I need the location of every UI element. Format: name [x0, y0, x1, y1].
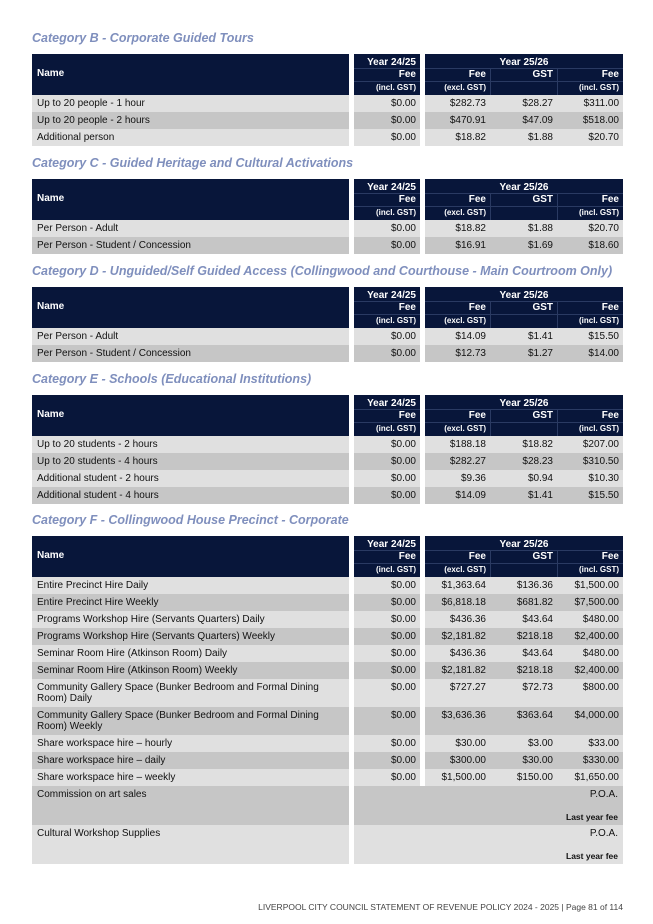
row-curr-fee-cell	[425, 112, 623, 129]
table-row	[32, 453, 623, 470]
fee-excl-gst: $9.36	[460, 473, 486, 484]
prev-fee-incl-gst: $0.00	[390, 240, 416, 251]
header-year-prev	[354, 536, 420, 577]
row-name-cell	[32, 328, 349, 345]
header-year-curr	[425, 54, 623, 95]
row-curr-fee-cell	[425, 436, 623, 453]
header-fee-incl: Fee	[601, 194, 619, 205]
table-row	[32, 628, 623, 645]
header-year-curr-label: Year 25/26	[499, 182, 549, 193]
fee-incl-gst: $4,000.00	[574, 710, 619, 721]
fee-table	[32, 179, 623, 254]
header-name: Name	[32, 395, 349, 436]
table-header	[32, 54, 623, 95]
row-name: Up to 20 students - 4 hours	[37, 456, 158, 467]
prev-fee-incl-gst: $0.00	[390, 331, 416, 342]
fee-incl-gst: $310.50	[582, 456, 619, 467]
row-curr-fee-cell	[425, 752, 623, 769]
gst-amount: $136.36	[516, 580, 553, 591]
prev-fee-incl-gst: $0.00	[390, 348, 416, 359]
row-prev-fee-cell	[354, 487, 420, 504]
header-name: Name	[32, 287, 349, 328]
header-incl-gst-prev: (incl. GST)	[376, 424, 416, 433]
fee-incl-gst: $2,400.00	[574, 665, 619, 676]
header-excl-gst: (excl. GST)	[444, 316, 486, 325]
header-year-curr	[425, 179, 623, 220]
fee-incl-gst: $800.00	[582, 682, 619, 693]
header-name: Name	[32, 54, 349, 95]
row-prev-fee-cell	[354, 129, 420, 146]
header-fee-prev: Fee	[398, 302, 416, 313]
header-year-curr	[425, 287, 623, 328]
gst-amount: $218.18	[516, 665, 553, 676]
row-name-cell	[32, 786, 349, 825]
table-header	[32, 179, 623, 220]
header-gst: GST	[532, 551, 553, 562]
fee-category-section	[32, 263, 623, 362]
prev-fee-incl-gst: $0.00	[390, 710, 416, 721]
category-title: Category F - Collingwood House Precinct - Corporate	[32, 513, 349, 527]
row-prev-fee-cell	[354, 628, 420, 645]
row-prev-fee-cell	[354, 662, 420, 679]
fee-incl-gst: $1,650.00	[574, 772, 619, 783]
header-incl-gst-curr: (incl. GST)	[579, 83, 619, 92]
category-title: Category C - Guided Heritage and Cultural Activations	[32, 156, 354, 170]
row-prev-fee-cell	[354, 220, 420, 237]
row-curr-fee-cell	[425, 707, 623, 735]
header-year-curr-label: Year 25/26	[499, 290, 549, 301]
row-name: Programs Workshop Hire (Servants Quarters) Weekly	[37, 631, 276, 642]
table-row	[32, 594, 623, 611]
table-row	[32, 328, 623, 345]
fee-table	[32, 536, 623, 864]
row-name: Per Person - Student / Concession	[37, 240, 191, 251]
gst-amount: $681.82	[516, 597, 553, 608]
fee-excl-gst: $2,181.82	[441, 631, 486, 642]
row-curr-fee-cell	[425, 679, 623, 707]
poa-value: P.O.A.	[589, 828, 618, 839]
table-row	[32, 237, 623, 254]
row-name-cell	[32, 707, 349, 735]
row-curr-fee-cell	[425, 662, 623, 679]
row-poa-cell	[425, 786, 623, 825]
row-name: Entire Precinct Hire Daily	[37, 580, 149, 591]
header-year-prev-label: Year 24/25	[367, 182, 416, 193]
table-row	[32, 769, 623, 786]
fee-incl-gst: $20.70	[588, 223, 619, 234]
row-name: Seminar Room Hire (Atkinson Room) Weekly	[37, 665, 238, 676]
row-prev-fee-cell	[354, 707, 420, 735]
table-row	[32, 679, 623, 707]
row-curr-fee-cell	[425, 237, 623, 254]
table-row	[32, 220, 623, 237]
fee-excl-gst: $282.73	[449, 98, 486, 109]
page-footer: LIVERPOOL CITY COUNCIL STATEMENT OF REVENUE POLICY 2024 - 2025 | Page 81 of 114	[258, 902, 623, 912]
fee-incl-gst: $7,500.00	[574, 597, 619, 608]
row-name: Community Gallery Space (Bunker Bedroom and Formal Dining Room) Weekly	[37, 710, 319, 732]
header-incl-gst-prev: (incl. GST)	[376, 83, 416, 92]
poa-value: P.O.A.	[589, 789, 618, 800]
row-prev-fee-cell	[354, 95, 420, 112]
row-name: Additional student - 4 hours	[37, 490, 159, 501]
header-incl-gst-prev: (incl. GST)	[376, 565, 416, 574]
row-prev-fee-cell	[354, 752, 420, 769]
fee-excl-gst: $300.00	[449, 755, 486, 766]
row-poa-cell	[425, 825, 623, 864]
fee-excl-gst: $470.91	[449, 115, 486, 126]
row-prev-fee-cell	[354, 453, 420, 470]
prev-fee-incl-gst: $0.00	[390, 597, 416, 608]
header-year-curr-label: Year 25/26	[499, 57, 549, 68]
gst-amount: $28.27	[522, 98, 553, 109]
row-name: Entire Precinct Hire Weekly	[37, 597, 159, 608]
row-prev-fee-cell	[354, 594, 420, 611]
row-name-cell	[32, 752, 349, 769]
row-prev-fee-cell	[354, 645, 420, 662]
fee-incl-gst: $1,500.00	[574, 580, 619, 591]
fee-category-section	[32, 155, 623, 254]
header-excl-gst: (excl. GST)	[444, 424, 486, 433]
row-prev-fee-cell	[354, 436, 420, 453]
row-name-cell	[32, 129, 349, 146]
gst-amount: $28.23	[522, 456, 553, 467]
row-name: Share workspace hire – weekly	[37, 772, 176, 783]
fee-incl-gst: $15.50	[588, 331, 619, 342]
row-curr-fee-cell	[425, 470, 623, 487]
header-fee-prev: Fee	[398, 410, 416, 421]
prev-fee-incl-gst: $0.00	[390, 648, 416, 659]
table-header	[32, 395, 623, 436]
gst-amount: $150.00	[516, 772, 553, 783]
row-name-cell	[32, 487, 349, 504]
fee-incl-gst: $14.00	[588, 348, 619, 359]
table-row	[32, 707, 623, 735]
table-row	[32, 645, 623, 662]
row-name-cell	[32, 470, 349, 487]
header-excl-gst: (excl. GST)	[444, 208, 486, 217]
row-name-cell	[32, 769, 349, 786]
header-fee-incl: Fee	[601, 69, 619, 80]
header-year-prev-label: Year 24/25	[367, 290, 416, 301]
fee-incl-gst: $10.30	[588, 473, 619, 484]
gst-amount: $363.64	[516, 710, 553, 721]
table-row	[32, 662, 623, 679]
header-year-prev	[354, 287, 420, 328]
fee-excl-gst: $3,636.36	[441, 710, 486, 721]
fee-excl-gst: $18.82	[455, 132, 486, 143]
header-fee-incl: Fee	[601, 551, 619, 562]
header-year-curr	[425, 536, 623, 577]
header-gst: GST	[532, 410, 553, 421]
fee-excl-gst: $30.00	[455, 738, 486, 749]
row-curr-fee-cell	[425, 129, 623, 146]
row-name-cell	[32, 220, 349, 237]
header-gst: GST	[532, 69, 553, 80]
fee-incl-gst: $33.00	[588, 738, 619, 749]
row-curr-fee-cell	[425, 611, 623, 628]
fee-excl-gst: $16.91	[455, 240, 486, 251]
header-fee-excl: Fee	[468, 410, 486, 421]
table-header	[32, 287, 623, 328]
header-fee-incl: Fee	[601, 410, 619, 421]
gst-amount: $3.00	[527, 738, 553, 749]
header-year-prev	[354, 179, 420, 220]
fee-incl-gst: $330.00	[582, 755, 619, 766]
row-name: Cultural Workshop Supplies	[37, 828, 161, 839]
table-row	[32, 825, 623, 864]
header-fee-excl: Fee	[468, 194, 486, 205]
header-fee-prev: Fee	[398, 551, 416, 562]
header-excl-gst: (excl. GST)	[444, 565, 486, 574]
fee-excl-gst: $14.09	[455, 490, 486, 501]
table-row	[32, 611, 623, 628]
row-name-cell	[32, 628, 349, 645]
prev-fee-incl-gst: $0.00	[390, 580, 416, 591]
gst-amount: $47.09	[522, 115, 553, 126]
gst-amount: $72.73	[522, 682, 553, 693]
fee-incl-gst: $518.00	[582, 115, 619, 126]
row-name: Programs Workshop Hire (Servants Quarters) Daily	[37, 614, 265, 625]
row-name-cell	[32, 679, 349, 707]
fee-excl-gst: $727.27	[449, 682, 486, 693]
fee-excl-gst: $1,363.64	[441, 580, 486, 591]
gst-amount: $1.88	[527, 132, 553, 143]
row-name-cell	[32, 237, 349, 254]
prev-fee-incl-gst: $0.00	[390, 755, 416, 766]
prev-fee-incl-gst: $0.00	[390, 132, 416, 143]
row-prev-fee-cell	[354, 769, 420, 786]
header-year-prev	[354, 395, 420, 436]
row-name-cell	[32, 436, 349, 453]
row-prev-fee-cell	[354, 470, 420, 487]
row-name: Up to 20 students - 2 hours	[37, 439, 158, 450]
row-curr-fee-cell	[425, 645, 623, 662]
table-row	[32, 752, 623, 769]
prev-fee-incl-gst: $0.00	[390, 682, 416, 693]
row-curr-fee-cell	[425, 735, 623, 752]
fee-incl-gst: $207.00	[582, 439, 619, 450]
last-year-fee-note: Last year fee	[566, 851, 618, 861]
prev-fee-incl-gst: $0.00	[390, 631, 416, 642]
gst-amount: $43.64	[522, 648, 553, 659]
row-prev-fee-cell	[354, 345, 420, 362]
header-name: Name	[32, 536, 349, 577]
header-year-prev-label: Year 24/25	[367, 57, 416, 68]
header-year-curr-label: Year 25/26	[499, 398, 549, 409]
row-prev-fee-cell	[354, 735, 420, 752]
row-curr-fee-cell	[425, 628, 623, 645]
prev-fee-incl-gst: $0.00	[390, 772, 416, 783]
table-row	[32, 786, 623, 825]
fee-incl-gst: $2,400.00	[574, 631, 619, 642]
row-name: Up to 20 people - 1 hour	[37, 98, 145, 109]
row-name-cell	[32, 577, 349, 594]
row-curr-fee-cell	[425, 345, 623, 362]
row-name: Per Person - Student / Concession	[37, 348, 191, 359]
row-name-cell	[32, 345, 349, 362]
prev-fee-incl-gst: $0.00	[390, 98, 416, 109]
row-curr-fee-cell	[425, 487, 623, 504]
header-incl-gst-curr: (incl. GST)	[579, 565, 619, 574]
category-title: Category D - Unguided/Self Guided Access (Collingwood and Courthouse - Main Courtroom Only)	[32, 264, 613, 278]
header-incl-gst-curr: (incl. GST)	[579, 208, 619, 217]
fee-incl-gst: $480.00	[582, 614, 619, 625]
table-row	[32, 470, 623, 487]
row-name: Share workspace hire – hourly	[37, 738, 173, 749]
gst-amount: $1.69	[527, 240, 553, 251]
table-row	[32, 735, 623, 752]
prev-fee-incl-gst: $0.00	[390, 439, 416, 450]
fee-excl-gst: $18.82	[455, 223, 486, 234]
prev-fee-incl-gst: $0.00	[390, 223, 416, 234]
gst-amount: $1.41	[527, 331, 553, 342]
gst-amount: $30.00	[522, 755, 553, 766]
header-incl-gst-prev: (incl. GST)	[376, 316, 416, 325]
header-gst: GST	[532, 302, 553, 313]
gst-amount: $18.82	[522, 439, 553, 450]
prev-fee-incl-gst: $0.00	[390, 614, 416, 625]
table-row	[32, 577, 623, 594]
fee-incl-gst: $15.50	[588, 490, 619, 501]
row-name: Seminar Room Hire (Atkinson Room) Daily	[37, 648, 228, 659]
header-fee-excl: Fee	[468, 551, 486, 562]
row-prev-fee-cell	[354, 328, 420, 345]
table-row	[32, 436, 623, 453]
fee-table	[32, 54, 623, 146]
header-gst: GST	[532, 194, 553, 205]
fee-category-section	[32, 512, 623, 864]
table-row	[32, 112, 623, 129]
fee-excl-gst: $2,181.82	[441, 665, 486, 676]
gst-amount: $218.18	[516, 631, 553, 642]
fee-incl-gst: $18.60	[588, 240, 619, 251]
row-name: Up to 20 people - 2 hours	[37, 115, 150, 126]
row-name: Community Gallery Space (Bunker Bedroom and Formal Dining Room) Daily	[37, 682, 319, 704]
prev-fee-incl-gst: $0.00	[390, 738, 416, 749]
header-year-curr-label: Year 25/26	[499, 539, 549, 550]
fee-category-section	[32, 30, 623, 146]
gst-amount: $1.27	[527, 348, 553, 359]
fee-table	[32, 395, 623, 504]
fee-excl-gst: $436.36	[449, 648, 486, 659]
row-prev-fee-cell	[354, 237, 420, 254]
header-incl-gst-curr: (incl. GST)	[579, 316, 619, 325]
row-name: Share workspace hire – daily	[37, 755, 166, 766]
fee-excl-gst: $282.27	[449, 456, 486, 467]
row-name-cell	[32, 112, 349, 129]
header-fee-incl: Fee	[601, 302, 619, 313]
fee-incl-gst: $20.70	[588, 132, 619, 143]
row-curr-fee-cell	[425, 95, 623, 112]
row-prev-fee-cell	[354, 679, 420, 707]
last-year-fee-note: Last year fee	[566, 812, 618, 822]
header-excl-gst: (excl. GST)	[444, 83, 486, 92]
header-incl-gst-curr: (incl. GST)	[579, 424, 619, 433]
header-name: Name	[32, 179, 349, 220]
header-fee-prev: Fee	[398, 194, 416, 205]
row-name-cell	[32, 645, 349, 662]
header-fee-excl: Fee	[468, 69, 486, 80]
prev-fee-incl-gst: $0.00	[390, 665, 416, 676]
row-curr-fee-cell	[425, 453, 623, 470]
row-name: Per Person - Adult	[37, 331, 119, 342]
row-name: Per Person - Adult	[37, 223, 119, 234]
gst-amount: $1.88	[527, 223, 553, 234]
row-name-cell	[32, 611, 349, 628]
fee-table	[32, 287, 623, 362]
fee-incl-gst: $480.00	[582, 648, 619, 659]
table-row	[32, 345, 623, 362]
row-prev-fee-cell	[354, 112, 420, 129]
row-curr-fee-cell	[425, 769, 623, 786]
row-curr-fee-cell	[425, 594, 623, 611]
row-name: Additional student - 2 hours	[37, 473, 159, 484]
fee-incl-gst: $311.00	[583, 98, 619, 109]
table-row	[32, 487, 623, 504]
gst-amount: $0.94	[527, 473, 553, 484]
row-name: Additional person	[37, 132, 115, 143]
header-year-curr	[425, 395, 623, 436]
fee-excl-gst: $6,818.18	[441, 597, 486, 608]
fee-excl-gst: $14.09	[455, 331, 486, 342]
fee-excl-gst: $12.73	[455, 348, 486, 359]
prev-fee-incl-gst: $0.00	[390, 490, 416, 501]
category-title: Category E - Schools (Educational Institutions)	[32, 372, 312, 386]
row-name-cell	[32, 735, 349, 752]
table-row	[32, 129, 623, 146]
row-curr-fee-cell	[425, 577, 623, 594]
header-fee-excl: Fee	[468, 302, 486, 313]
gst-amount: $1.41	[527, 490, 553, 501]
row-name-cell	[32, 594, 349, 611]
row-name: Commission on art sales	[37, 789, 147, 800]
gst-amount: $43.64	[522, 614, 553, 625]
header-year-prev-label: Year 24/25	[367, 539, 416, 550]
table-header	[32, 536, 623, 577]
row-curr-fee-cell	[425, 328, 623, 345]
row-name-cell	[32, 453, 349, 470]
category-title: Category B - Corporate Guided Tours	[32, 31, 254, 45]
row-curr-fee-cell	[425, 220, 623, 237]
row-name-cell	[32, 825, 349, 864]
header-year-prev	[354, 54, 420, 95]
fee-excl-gst: $188.18	[449, 439, 486, 450]
prev-fee-incl-gst: $0.00	[390, 473, 416, 484]
prev-fee-incl-gst: $0.00	[390, 115, 416, 126]
header-fee-prev: Fee	[398, 69, 416, 80]
fee-excl-gst: $436.36	[449, 614, 486, 625]
row-prev-fee-cell	[354, 611, 420, 628]
row-name-cell	[32, 95, 349, 112]
table-row	[32, 95, 623, 112]
prev-fee-incl-gst: $0.00	[390, 456, 416, 467]
fee-excl-gst: $1,500.00	[441, 772, 486, 783]
row-prev-fee-cell	[354, 577, 420, 594]
header-year-prev-label: Year 24/25	[367, 398, 416, 409]
row-name-cell	[32, 662, 349, 679]
fee-category-section	[32, 371, 623, 504]
header-incl-gst-prev: (incl. GST)	[376, 208, 416, 217]
